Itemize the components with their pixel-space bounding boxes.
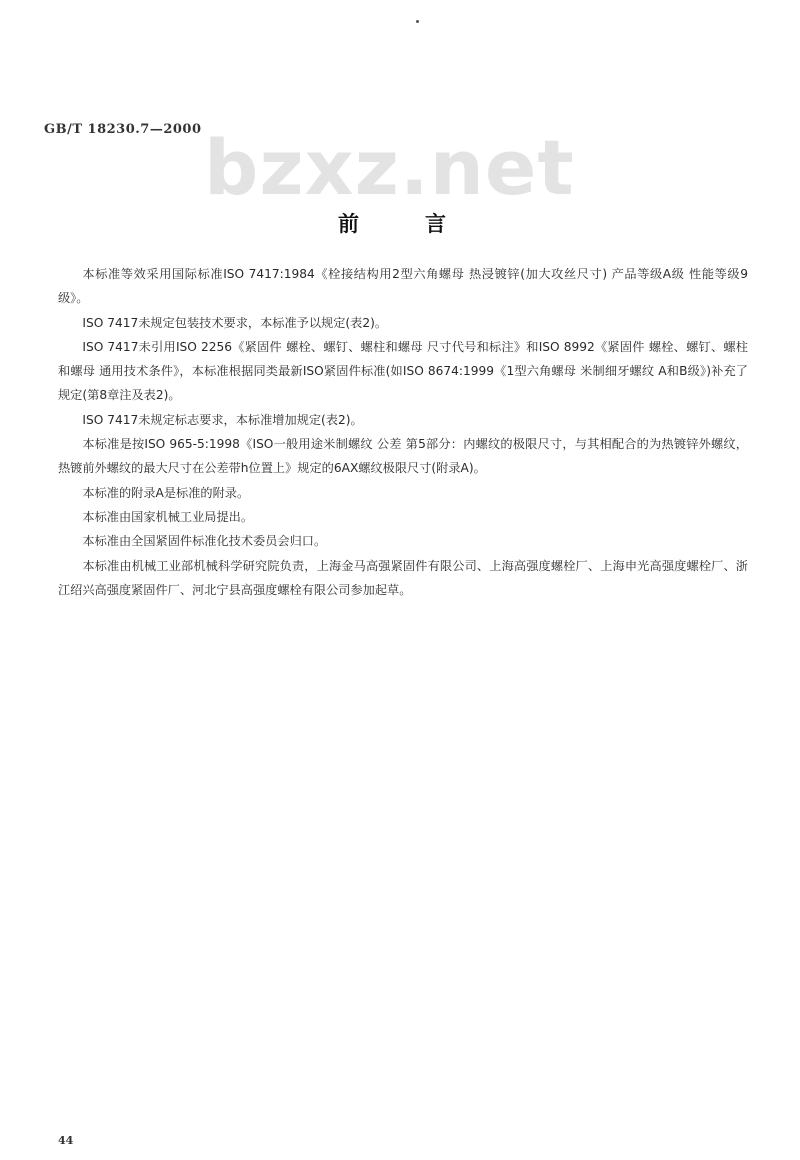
paragraph: ISO 7417未规定包装技术要求，本标准予以规定(表2)。: [82, 315, 388, 330]
foreword-body: [58, 262, 748, 602]
standard-code: GB/T 18230.7—2000: [44, 122, 202, 137]
paragraph: ISO 7417未引用ISO 2256《紧固件 螺栓、螺钉、螺柱和螺母 尺寸代号和标注》和ISO 8992《紧固件 螺栓、螺钉、螺柱和螺母 通用技术条件》，本标准根据同类最新ISO紧固件标准(如ISO 8674:1999《1型六角螺母 米制细牙螺纹 A和B级》)补充了规定(第8章注及表2)。: [58, 339, 748, 403]
page-number: 44: [58, 1134, 74, 1147]
paragraph: 本标准的附录A是标准的附录。: [82, 485, 250, 500]
paragraph: 本标准由国家机械工业局提出。: [82, 509, 254, 524]
paragraph: 本标准由机械工业部机械科学研究院负责，上海金马高强紧固件有限公司、上海高强度螺栓厂、上海申光高强度螺栓厂、浙江绍兴高强度紧固件厂、河北宁县高强度螺栓有限公司参加起草。: [58, 558, 748, 597]
paragraph: 本标准是按ISO 965-5:1998《ISO一般用途米制螺纹 公差 第5部分：内螺纹的极限尺寸，与其相配合的为热镀锌外螺纹，热镀前外螺纹的最大尺寸在公差带h位置上》规定的6AX螺纹极限尺寸(附录A)。: [58, 437, 748, 476]
paragraph: 本标准由全国紧固件标准化技术委员会归口。: [82, 534, 327, 549]
watermark: bzxz.net: [204, 123, 575, 212]
page-title: 前言: [338, 212, 512, 236]
paragraph: ISO 7417未规定标志要求，本标准增加规定(表2)。: [82, 412, 363, 427]
paragraph: 本标准等效采用国际标准ISO 7417:1984《栓接结构用2型六角螺母 热浸镀锌(加大攻丝尺寸) 产品等级A级 性能等级9级》。: [58, 267, 748, 306]
scan-mark: [416, 20, 419, 23]
